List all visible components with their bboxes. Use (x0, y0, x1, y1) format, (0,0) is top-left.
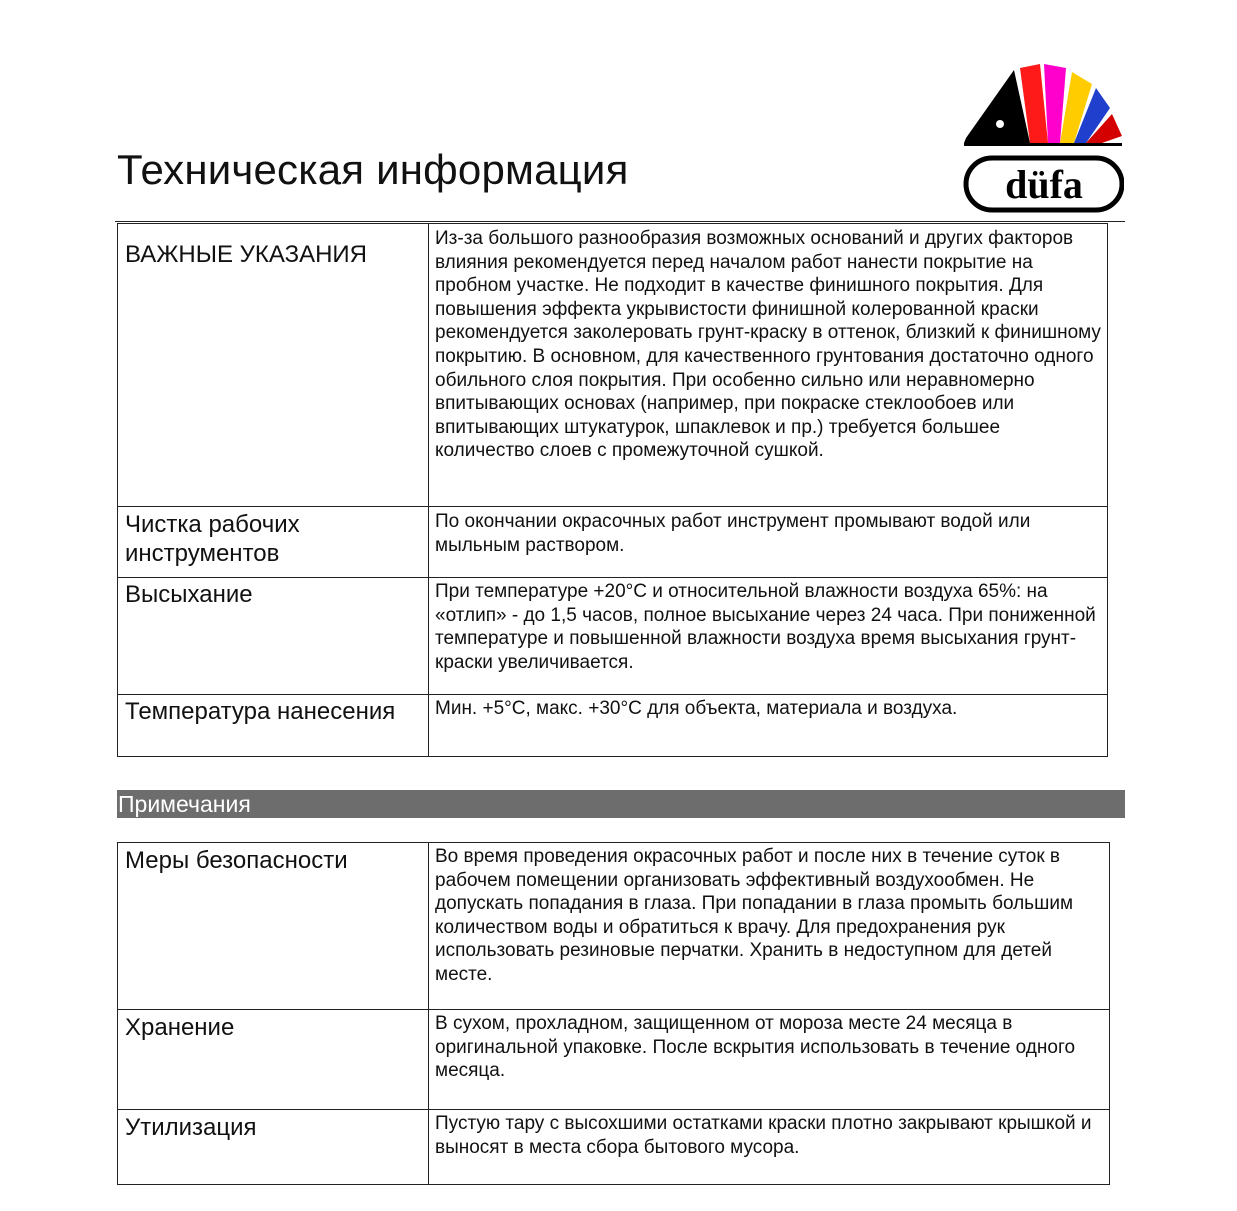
table-row (118, 224, 1108, 507)
row-text: По окончании окрасочных работ инструмент промывают водой или мыльным раствором. (429, 507, 1108, 578)
row-text: Пустую тару с высохшими остатками краски плотно закрывают крышкой и выносят в места сбора бытового мусора. (429, 1110, 1110, 1185)
table-row (118, 843, 1110, 1010)
notes-table (117, 842, 1110, 1185)
table-row (118, 578, 1108, 695)
table-row (118, 1010, 1110, 1110)
row-text: Из-за большого разнообразия возможных оснований и других факторов влияния рекомендуется перед началом работ нанести покрытие на пробном участке. Не подходит в качестве финишного покрытия. Для повышения эффекта укрывистости финишной колерованной краски рекомендуется заколеровать грунт-краску в оттенок, близкий к финишному покрытию. В основном, для качественного грунтования достаточно одного обильного слоя покрытия. При особенно сильно или неравномерно впитывающих основах (например, при покраске стеклообоев или впитывающих штукатурок, шпаклевок и пр.) требуется большее количество слоев с промежуточной сушкой. (429, 224, 1108, 507)
row-text: В сухом, прохладном, защищенном от мороза месте 24 месяца в оригинальной упаковке. После вскрытия использовать в течение одного месяца. (429, 1010, 1110, 1110)
section-header: Примечания (117, 790, 1125, 818)
table-row (118, 507, 1108, 578)
page-title: Техническая информация (117, 146, 629, 193)
table-row (118, 695, 1108, 757)
technical-info-table (117, 223, 1108, 757)
row-label: Температура нанесения (118, 695, 429, 757)
row-label: Меры безопасности (118, 843, 429, 1010)
row-text: При температуре +20°C и относительной влажности воздуха 65%: на «отлип» - до 1,5 часов, полное высыхание через 24 часа. При пониженной температуре и повышенной влажности воздуха время высыхания грунт-краски увеличивается. (429, 578, 1108, 695)
dufa-logo (962, 58, 1124, 216)
row-text: Мин. +5°C, макс. +30°C для объекта, материала и воздуха. (429, 695, 1108, 757)
row-label: ВАЖНЫЕ УКАЗАНИЯ (118, 224, 429, 507)
logo-wordmark: düfa (1005, 162, 1083, 207)
row-label: Утилизация (118, 1110, 429, 1185)
table-row (118, 1110, 1110, 1185)
row-label: Чистка рабочих инструментов (118, 507, 429, 578)
row-label: Хранение (118, 1010, 429, 1110)
header-rule (115, 221, 1125, 222)
row-label: Высыхание (118, 578, 429, 695)
row-text: Во время проведения окрасочных работ и после них в течение суток в рабочем помещении организовать эффективный воздухообмен. Не допускать попадания в глаза. При попадании в глаза промыть большим количеством воды и обратиться к врачу. Для предохранения рук использовать резиновые перчатки. Хранить в недоступном для детей месте. (429, 843, 1110, 1010)
